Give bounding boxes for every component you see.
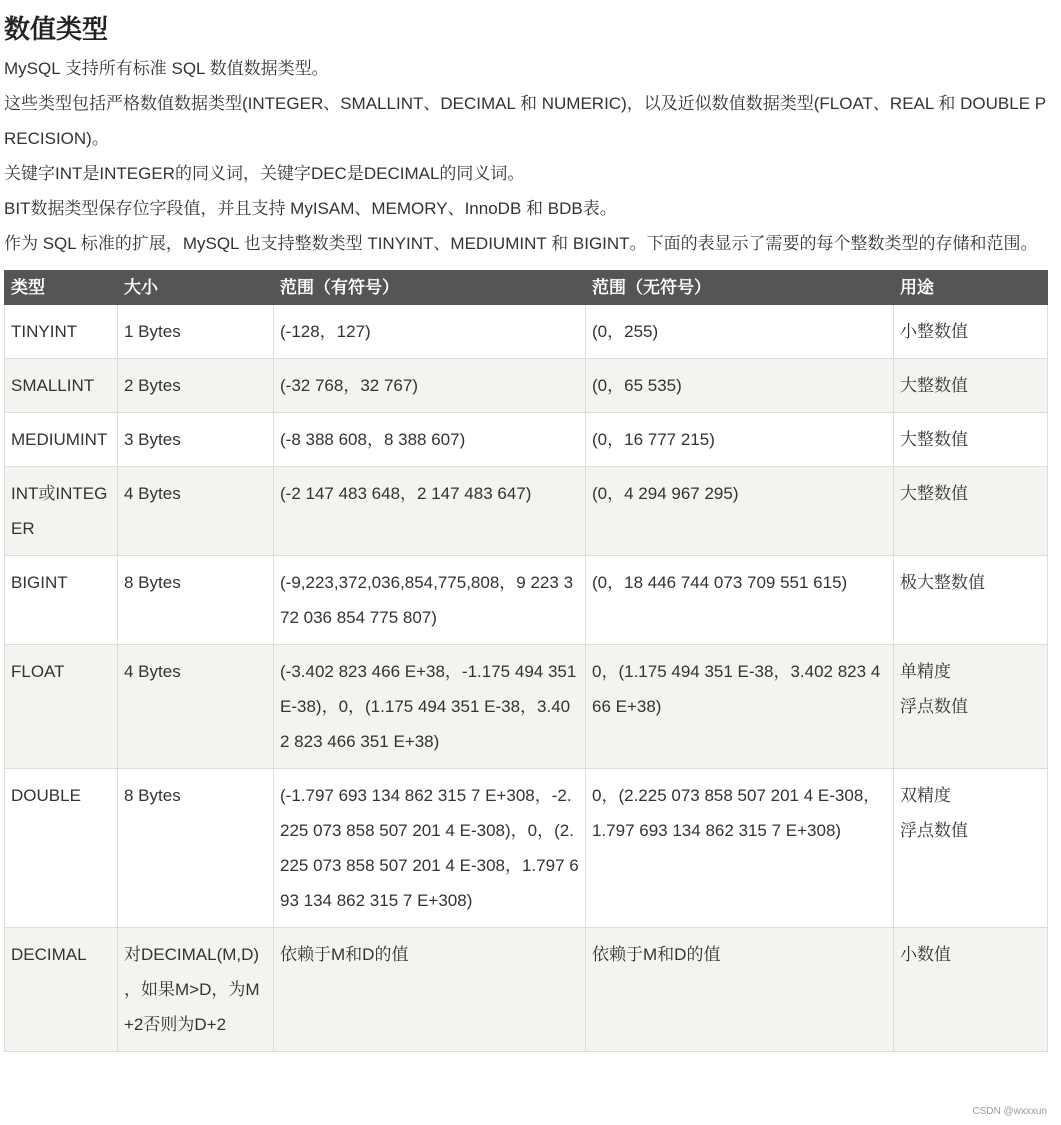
cell-size: 4 Bytes [118,645,274,769]
cell-unsigned-range: 0，(1.175 494 351 E-38，3.402 823 466 E+38) [586,645,894,769]
cell-type: FLOAT [5,645,118,769]
cell-usage: 大整数值 [894,359,1048,413]
cell-unsigned-range: (0，18 446 744 073 709 551 615) [586,556,894,645]
header-signed-range: 范围（有符号） [274,271,586,305]
cell-unsigned-range: (0，65 535) [586,359,894,413]
cell-size: 4 Bytes [118,467,274,556]
cell-type: INT或INTEGER [5,467,118,556]
cell-signed-range: (-128，127) [274,305,586,359]
header-usage: 用途 [894,271,1048,305]
header-type: 类型 [5,271,118,305]
cell-usage: 小整数值 [894,305,1048,359]
paragraph-extension: 作为 SQL 标准的扩展，MySQL 也支持整数类型 TINYINT、MEDIUMINT 和 BIGINT。下面的表显示了需要的每个整数类型的存储和范围。 [4,234,1038,253]
csdn-watermark: CSDN @wxxxun [972,1106,1047,1117]
cell-unsigned-range: (0，4 294 967 295) [586,467,894,556]
cell-type: DECIMAL [5,928,118,1052]
cell-size: 8 Bytes [118,556,274,645]
cell-unsigned-range: 0，(2.225 073 858 507 201 4 E-308，1.797 693 134 862 315 7 E+308) [586,769,894,928]
cell-size: 2 Bytes [118,359,274,413]
cell-unsigned-range: (0，255) [586,305,894,359]
cell-size: 3 Bytes [118,413,274,467]
numeric-types-table [4,270,1048,1052]
article-content [4,0,1047,1052]
paragraph-types: 这些类型包括严格数值数据类型(INTEGER、SMALLINT、DECIMAL 和 NUMERIC)，以及近似数值数据类型(FLOAT、REAL 和 DOUBLE PRECISION)。 [4,94,1047,148]
paragraph-bit: BIT数据类型保存位字段值，并且支持 MyISAM、MEMORY、InnoDB 和 BDB表。 [4,199,617,218]
cell-signed-range: 依赖于M和D的值 [274,928,586,1052]
paragraph-intro: MySQL 支持所有标准 SQL 数值数据类型。 [4,59,329,78]
cell-signed-range: (-2 147 483 648，2 147 483 647) [274,467,586,556]
cell-usage: 单精度 浮点数值 [894,645,1048,769]
table-row [5,769,1048,928]
table-header-row [5,271,1048,305]
cell-type: TINYINT [5,305,118,359]
header-unsigned-range: 范围（无符号） [586,271,894,305]
cell-type: SMALLINT [5,359,118,413]
cell-signed-range: (-8 388 608，8 388 607) [274,413,586,467]
table-row [5,413,1048,467]
table-row [5,305,1048,359]
header-size: 大小 [118,271,274,305]
paragraph-synonyms: 关键字INT是INTEGER的同义词，关键字DEC是DECIMAL的同义词。 [4,164,525,183]
cell-unsigned-range: 依赖于M和D的值 [586,928,894,1052]
cell-size: 对DECIMAL(M,D) ，如果M>D，为M+2否则为D+2 [118,928,274,1052]
table-row [5,645,1048,769]
table-row [5,359,1048,413]
cell-type: MEDIUMINT [5,413,118,467]
cell-type: BIGINT [5,556,118,645]
page-title: 数值类型 [4,14,109,44]
cell-usage: 大整数值 [894,467,1048,556]
cell-usage: 小数值 [894,928,1048,1052]
cell-signed-range: (-9,223,372,036,854,775,808，9 223 372 036 854 775 807) [274,556,586,645]
cell-signed-range: (-3.402 823 466 E+38，-1.175 494 351 E-38)，0，(1.175 494 351 E-38，3.402 823 466 351 E+38) [274,645,586,769]
table-row [5,928,1048,1052]
cell-usage: 大整数值 [894,413,1048,467]
cell-usage: 双精度 浮点数值 [894,769,1048,928]
cell-size: 1 Bytes [118,305,274,359]
table-row [5,467,1048,556]
cell-signed-range: (-32 768，32 767) [274,359,586,413]
cell-usage: 极大整数值 [894,556,1048,645]
cell-size: 8 Bytes [118,769,274,928]
cell-signed-range: (-1.797 693 134 862 315 7 E+308，-2.225 073 858 507 201 4 E-308)，0，(2.225 073 858 507 201 4 E-308，1.797 693 134 862 315 7 E+308) [274,769,586,928]
table-row [5,556,1048,645]
cell-type: DOUBLE [5,769,118,928]
cell-unsigned-range: (0，16 777 215) [586,413,894,467]
